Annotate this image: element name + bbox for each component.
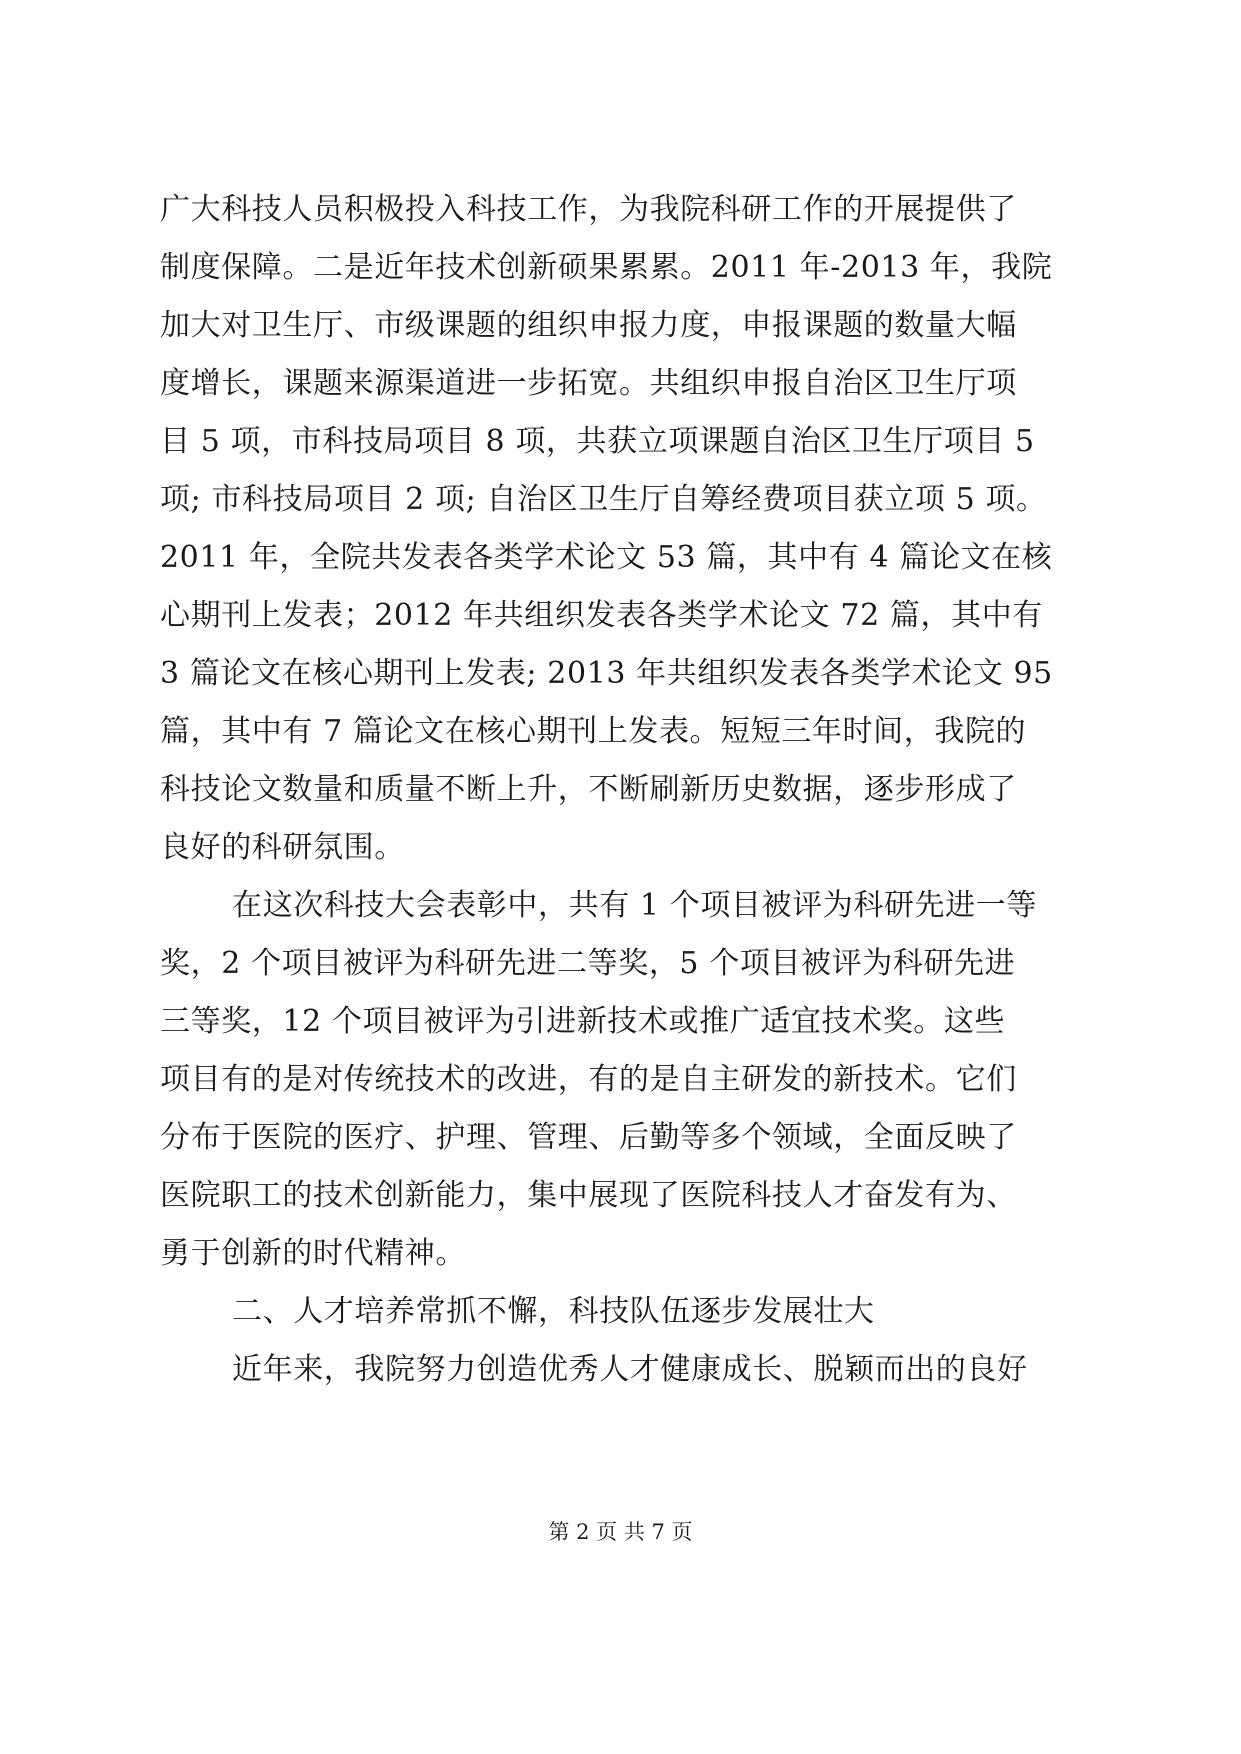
body-text-line: 项; 市科技局项目 2 项; 自治区卫生厅自筹经费项目获立项 5 项。 (160, 482, 1047, 517)
body-text-line: 勇于创新的时代精神。 (160, 1236, 466, 1271)
paragraph-start-line: 近年来，我院努力创造优秀人才健康成长、脱颖而出的良好 (232, 1352, 1028, 1387)
body-text-line: 2011 年，全院共发表各类学术论文 53 篇，其中有 4 篇论文在核 (160, 540, 1053, 575)
body-text-line: 加大对卫生厅、市级课题的组织申报力度，申报课题的数量大幅 (160, 308, 1017, 343)
body-text-line: 项目有的是对传统技术的改进，有的是自主研发的新技术。它们 (160, 1062, 1017, 1097)
body-text-line: 医院职工的技术创新能力，集中展现了医院科技人才奋发有为、 (160, 1178, 1017, 1213)
body-text-line: 三等奖，12 个项目被评为引进新技术或推广适宜技术奖。这些 (160, 1004, 1006, 1039)
body-text-line: 目 5 项，市科技局项目 8 项，共获立项课题自治区卫生厅项目 5 (160, 424, 1035, 459)
page-footer: 第 2 页 共 7 页 (548, 1520, 693, 1544)
body-text-line: 篇，其中有 7 篇论文在核心期刊上发表。短短三年时间，我院的 (160, 714, 1027, 749)
body-text-line: 制度保障。二是近年技术创新硕果累累。2011 年-2013 年，我院 (160, 250, 1053, 285)
body-text-line: 心期刊上发表；2012 年共组织发表各类学术论文 72 篇，其中有 (160, 598, 1043, 633)
body-text-line: 奖，2 个项目被评为科研先进二等奖，5 个项目被评为科研先进 (160, 946, 1016, 981)
body-text-line: 3 篇论文在核心期刊上发表; 2013 年共组织发表各类学术论文 95 (160, 656, 1053, 691)
body-text-line: 科技论文数量和质量不断上升，不断刷新历史数据，逐步形成了 (160, 772, 1017, 807)
section-heading: 二、人才培养常抓不懈，科技队伍逐步发展壮大 (232, 1294, 875, 1329)
body-text-line: 分布于医院的医疗、护理、管理、后勤等多个领域，全面反映了 (160, 1120, 1017, 1155)
body-text-line: 良好的科研氛围。 (160, 830, 405, 865)
body-text-line: 度增长，课题来源渠道进一步拓宽。共组织申报自治区卫生厅项 (160, 366, 1017, 401)
paragraph-start-line: 在这次科技大会表彰中，共有 1 个项目被评为科研先进一等 (232, 888, 1037, 923)
body-text-line: 广大科技人员积极投入科技工作，为我院科研工作的开展提供了 (160, 192, 1017, 227)
